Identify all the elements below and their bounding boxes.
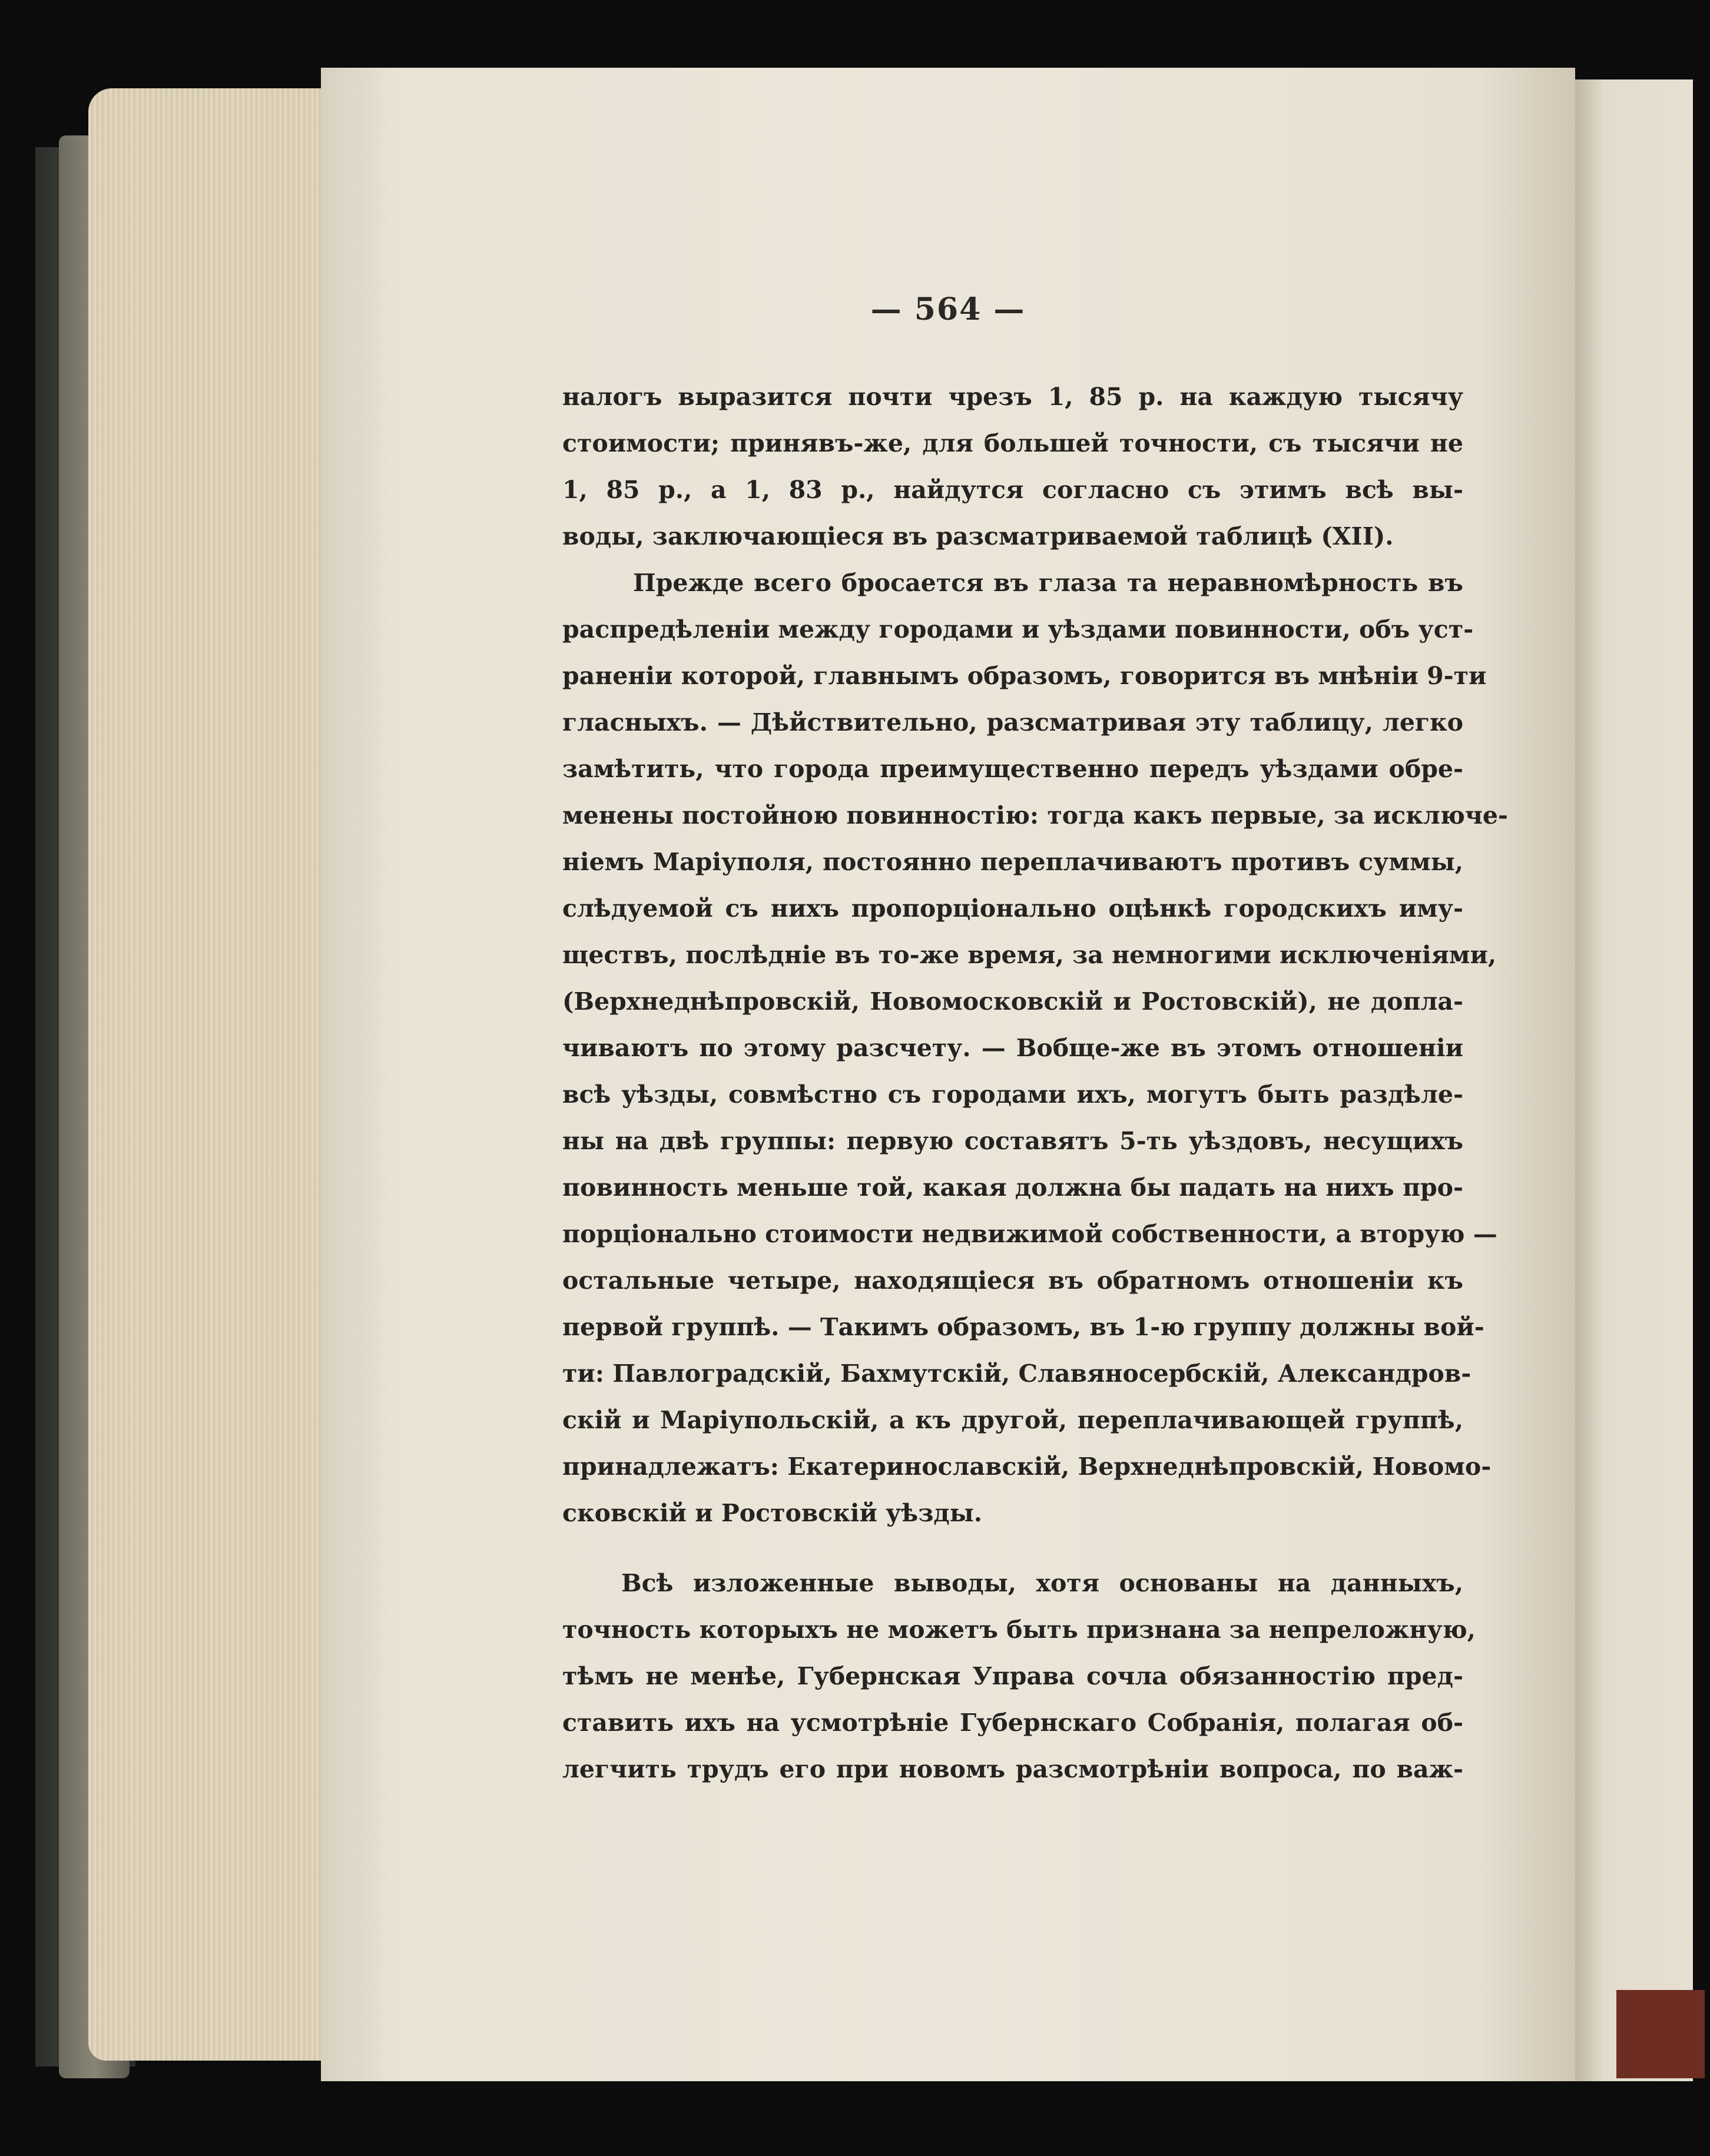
page-number: — 564 —: [870, 291, 1026, 327]
text-line: (Верхнеднѣпровскій, Новомосковскій и Ростовскій), не допла-: [562, 987, 1463, 1016]
text-line: порціонально стоимости недвижимой собственности, а вторую —: [562, 1220, 1497, 1248]
text-line: налогъ выразится почти чрезъ 1, 85 р. на каждую тысячу: [562, 383, 1463, 411]
text-line: раненіи которой, главнымъ образомъ, говорится въ мнѣніи 9-ти: [562, 662, 1487, 690]
page-edges: [88, 88, 336, 2061]
text-line: точность которыхъ не можетъ быть признана за непреложную,: [562, 1616, 1476, 1644]
text-line: легчить трудъ его при новомъ разсмотрѣніи вопроса, по важ-: [562, 1755, 1463, 1783]
text-line: всѣ уѣзды, совмѣстно съ городами ихъ, могутъ быть раздѣле-: [562, 1080, 1463, 1109]
paragraph-gap: [562, 1537, 1463, 1560]
text-line: ти: Павлоградскій, Бахмутскій, Славяносербскій, Александров-: [562, 1359, 1472, 1388]
text-line: менены постойною повинностію: тогда какъ первые, за исключе-: [562, 801, 1508, 830]
text-line: ны на двѣ группы: первую составятъ 5-ть уѣздовъ, несущихъ: [562, 1127, 1463, 1155]
text-line: первой группѣ. — Такимъ образомъ, въ 1-ю группу должны вой-: [562, 1313, 1484, 1341]
page-text: [562, 374, 1508, 1793]
text-line: ществъ, послѣдніе въ то-же время, за немногими исключеніями,: [562, 941, 1497, 969]
text-line: гласныхъ. — Дѣйствительно, разсматривая эту таблицу, легко: [562, 708, 1463, 737]
text-line: воды, заключающіеся въ разсматриваемой таблицѣ (XII).: [562, 522, 1394, 550]
text-line: стоимости; принявъ-же, для большей точности, съ тысячи не: [562, 429, 1463, 457]
book-spine: [1616, 1990, 1705, 2078]
text-line: скій и Маріупольскій, а къ другой, переплачивающей группѣ,: [562, 1406, 1463, 1434]
text-line: замѣтить, что города преимущественно передъ уѣздами обре-: [562, 755, 1463, 783]
facing-page: [1575, 79, 1693, 2081]
text-line: принадлежатъ: Екатеринославскій, Верхнеднѣпровскій, Новомо-: [562, 1452, 1492, 1481]
text-line: Прежде всего бросается въ глаза та неравномѣрность въ: [633, 569, 1463, 597]
text-line: тѣмъ не менѣе, Губернская Управа сочла обязанностію пред-: [562, 1662, 1463, 1690]
text-line: распредѣленіи между городами и уѣздами повинности, объ уст-: [562, 615, 1474, 644]
text-line: 1, 85 р., а 1, 83 р., найдутся согласно съ этимъ всѣ вы-: [562, 476, 1463, 504]
text-line: остальные четыре, находящіеся въ обратномъ отношеніи къ: [562, 1266, 1463, 1295]
text-line: повинность меньше той, какая должна бы падать на нихъ про-: [562, 1173, 1463, 1202]
text-line: ніемъ Маріуполя, постоянно переплачиваютъ противъ суммы,: [562, 848, 1463, 876]
text-line: чиваютъ по этому разсчету. — Вобще-же въ этомъ отношеніи: [562, 1034, 1463, 1062]
text-line: Всѣ изложенные выводы, хотя основаны на данныхъ,: [621, 1569, 1463, 1597]
book-page: [321, 68, 1575, 2081]
text-line: ставить ихъ на усмотрѣніе Губернскаго Собранія, полагая об-: [562, 1709, 1463, 1737]
text-line: сковскій и Ростовскій уѣзды.: [562, 1499, 983, 1527]
text-line: слѣдуемой съ нихъ пропорціонально оцѣнкѣ городскихъ иму-: [562, 894, 1463, 923]
